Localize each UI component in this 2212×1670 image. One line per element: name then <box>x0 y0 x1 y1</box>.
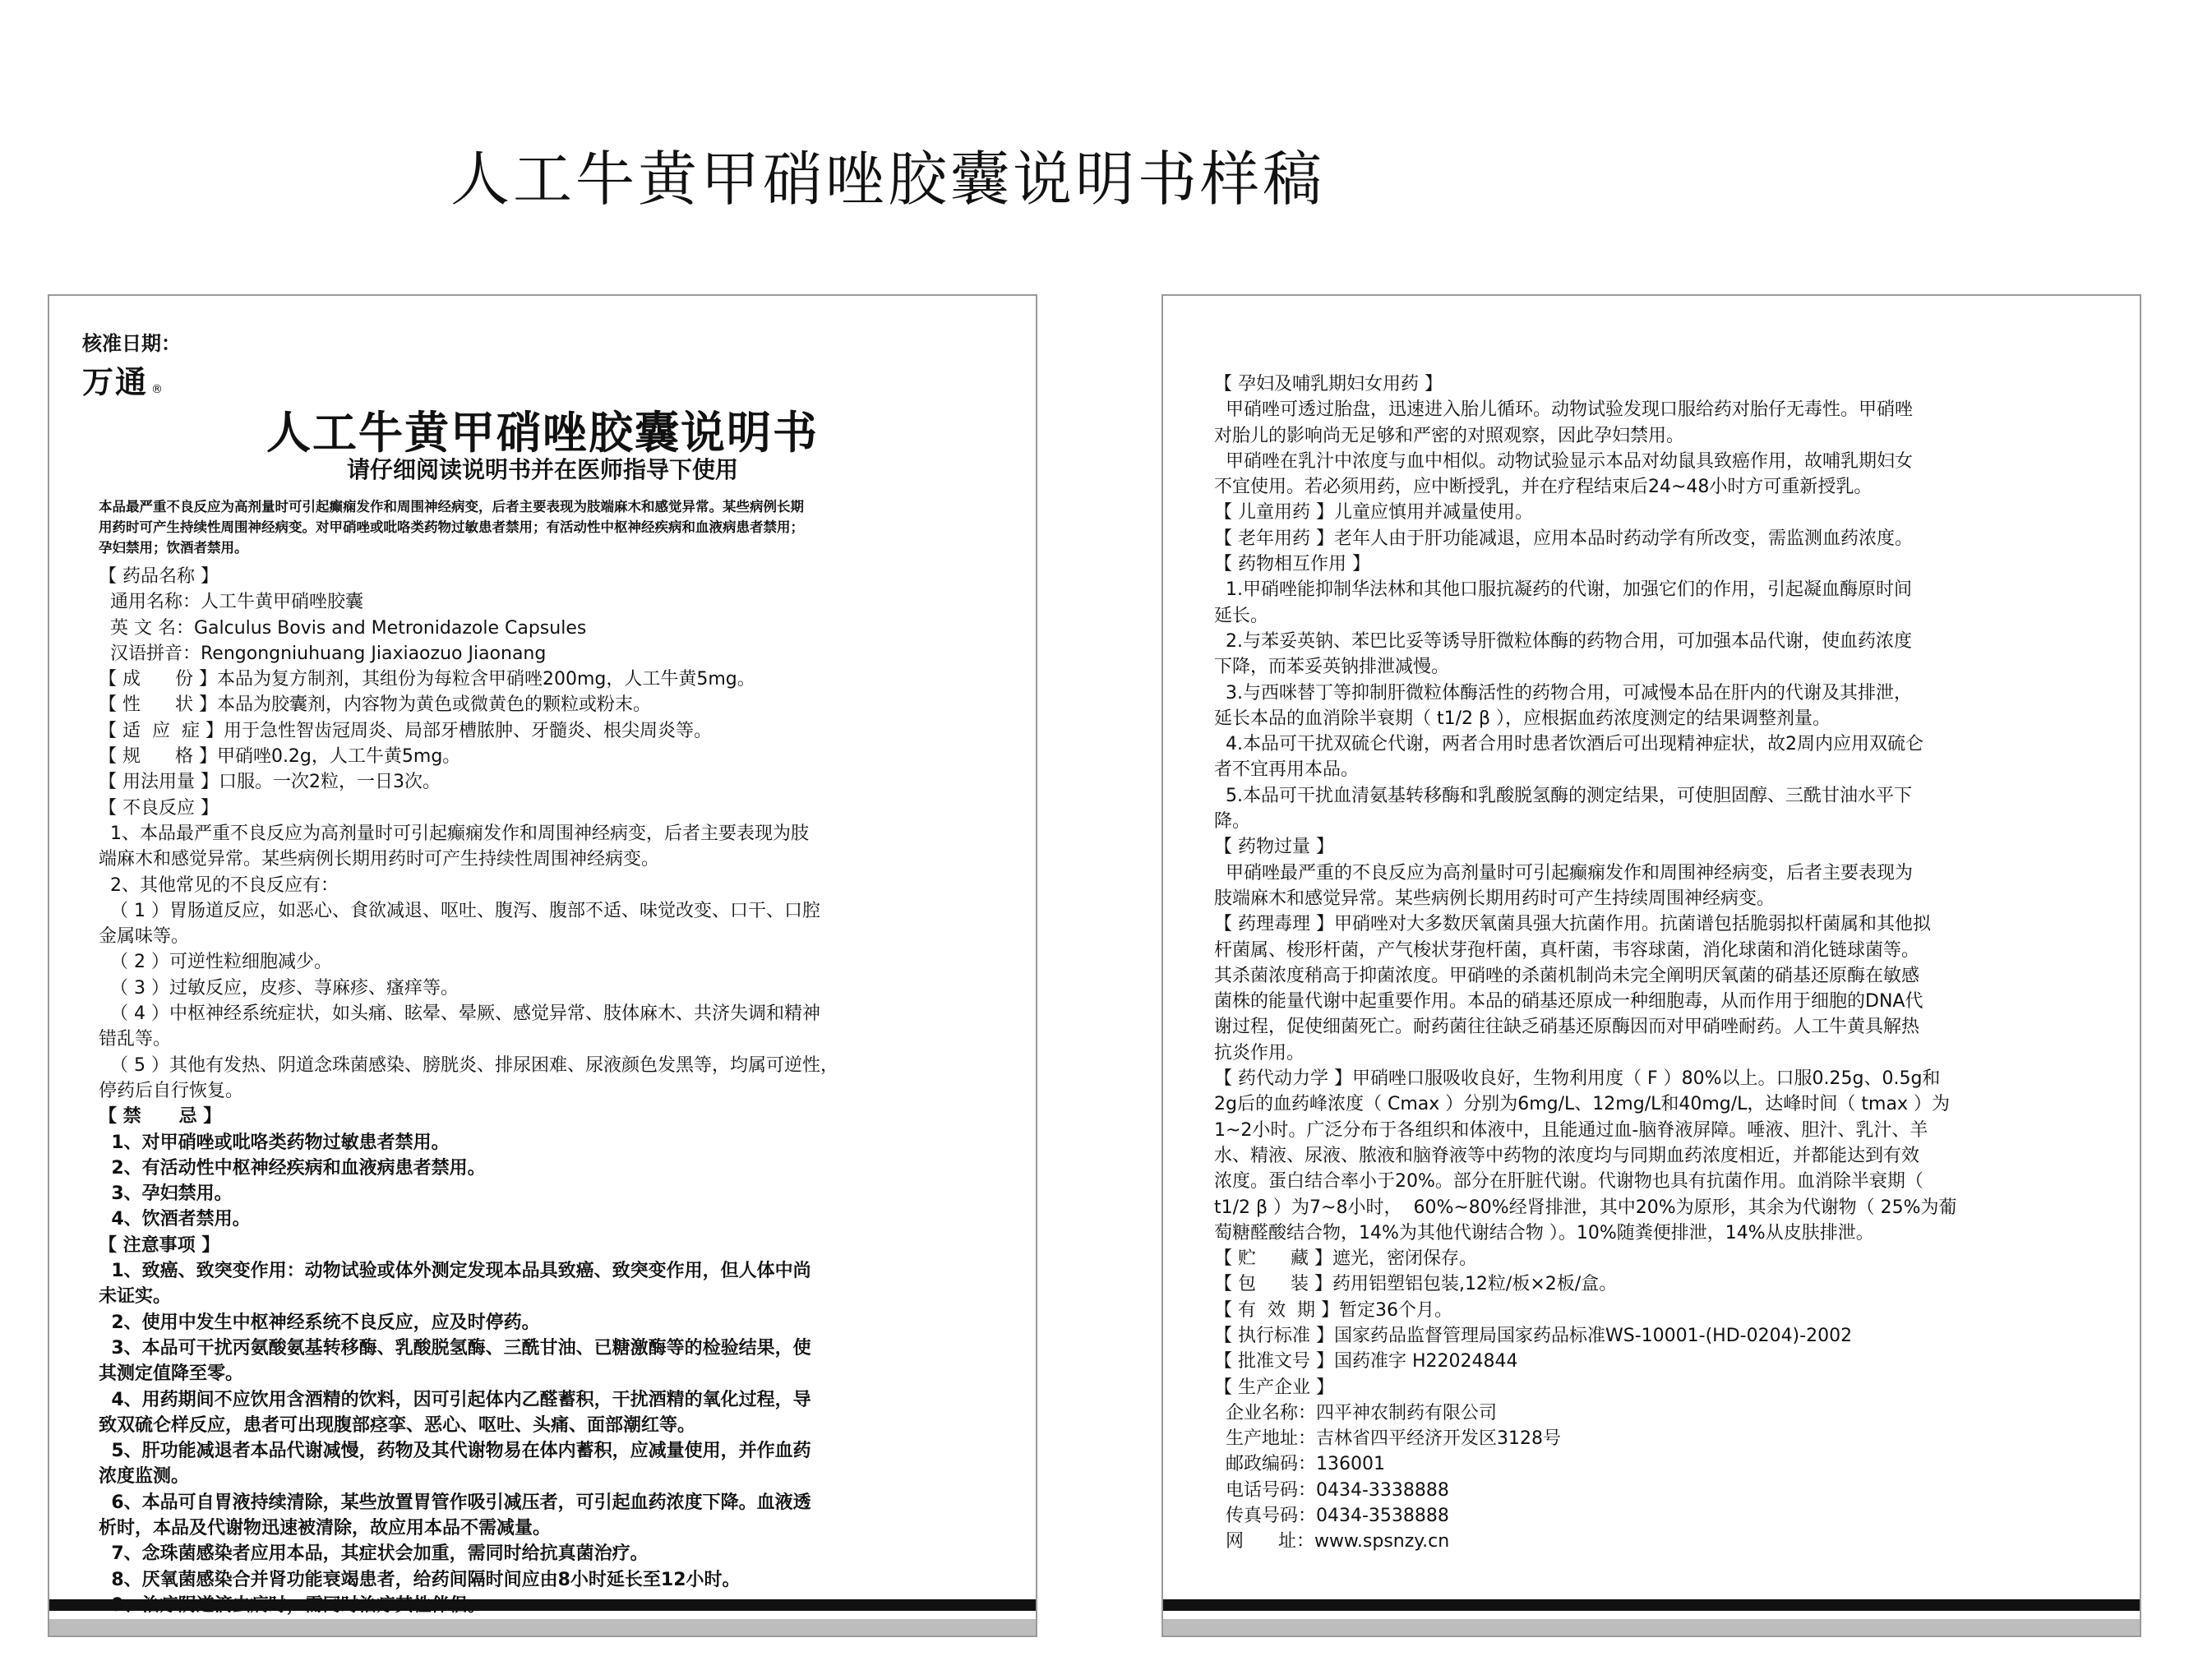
text-line: 析时，本品及代谢物迅速被清除，故应用本品不需减量。 <box>99 1517 552 1539</box>
text-line: 2g后的血药峰浓度（ Cmax ）分别为6mg/L、12mg/L和40mg/L，达峰时间（ tmax ）为 <box>1214 1094 1950 1115</box>
text-line: 杆菌属、梭形杆菌，产气梭状芽孢杆菌，真杆菌，韦容球菌，消化球菌和消化链球菌等。 <box>1214 939 1920 961</box>
text-line: 1、致癌、致突变作用：动物试验或体外测定发现本品具致癌、致突变作用，但人体中尚 <box>99 1261 811 1282</box>
text-line: 2、使用中发生中枢神经系统不良反应，应及时停药。 <box>99 1312 540 1333</box>
footer-bar-gray <box>1163 1619 2140 1635</box>
text-line: 降。 <box>1214 811 1251 833</box>
left-body-text <box>99 564 978 1637</box>
text-line: 4、用药期间不应饮用含酒精的饮料，因可引起体内乙醛蓄积，干扰酒精的氧化过程，导 <box>99 1389 811 1410</box>
text-line: t1/2 β ）为7~8小时， 60%~80%经肾排泄，其中20%为原形，其余为代谢物（ 25%为葡 <box>1214 1197 1957 1218</box>
text-line: 菌株的能量代谢中起重要作用。本品的硝基还原成一种细胞毒，从而作用于细胞的DNA代 <box>1214 991 1923 1013</box>
registered-mark: ® <box>151 383 165 396</box>
text-line: 【 批准文号 】国药准字 H22024844 <box>1214 1351 1518 1372</box>
text-line: （ 4 ）中枢神经系统症状，如头痛、眩晕、晕厥、感觉异常、肢体麻木、共济失调和精神 <box>99 1003 820 1025</box>
text-line: （ 2 ）可逆性粒细胞减少。 <box>99 952 332 973</box>
text-line: 肢端麻木和感觉异常。某些病例长期用药时可产生持续周围神经病变。 <box>1214 888 1776 909</box>
text-line: 甲硝唑最严重的不良反应为高剂量时可引起癫痫发作和周围神经病变，后者主要表现为 <box>1214 862 1913 883</box>
text-line: 延长本品的血消除半衰期（ t1/2 β ），应根据血药浓度测定的结果调整剂量。 <box>1214 708 1831 729</box>
text-line: 【 规 格 】甲硝唑0.2g，人工牛黄5mg。 <box>99 746 461 768</box>
document-subtitle: 请仔细阅读说明书并在医师指导下使用 <box>346 456 738 483</box>
text-line: 错乱等。 <box>99 1029 172 1050</box>
text-line: 谢过程，促使细菌死亡。耐药菌往往缺乏硝基还原酶因而对甲硝唑耐药。人工牛黄具解热 <box>1214 1017 1920 1038</box>
text-line: 致双硫仑样反应，患者可出现腹部痉挛、恶心、呕吐、头痛、面部潮红等。 <box>99 1414 696 1436</box>
text-line: 水、精液、尿液、脓液和脑脊液等中药物的浓度均与同期血药浓度相近，并都能达到有效 <box>1214 1145 1920 1166</box>
text-line: 8、厌氧菌感染合并肾功能衰竭患者，给药间隔时间应由8小时延长至12小时。 <box>99 1569 741 1590</box>
brand-logo <box>82 357 164 402</box>
text-line: 【 用法用量 】口服。一次2粒，一日3次。 <box>99 772 441 793</box>
text-line: 【 成 份 】本品为复方制剂，其组份为每粒含甲硝唑200mg，人工牛黄5mg。 <box>99 669 755 690</box>
text-line: 不宜使用。若必须用药，应中断授乳，并在疗程结束后24~48小时方可重新授乳。 <box>1214 477 1873 498</box>
text-line: 邮政编码：136001 <box>1214 1454 1385 1475</box>
text-line: （ 5 ）其他有发热、阴道念珠菌感染、膀胱炎、排尿困难、尿液颜色发黑等，均属可逆性， <box>99 1054 838 1076</box>
text-line: （ 3 ）过敏反应，皮疹、荨麻疹、瘙痒等。 <box>99 977 459 999</box>
footer-bars <box>1163 1598 2140 1635</box>
text-line: 【 儿童用药 】儿童应慎用并减量使用。 <box>1214 502 1533 524</box>
text-line: 通用名称：人工牛黄甲硝唑胶囊 <box>99 592 363 613</box>
text-line: 【 药物过量 】 <box>1214 837 1334 858</box>
text-line: 金属味等。 <box>99 926 190 948</box>
text-line: 停药后自行恢复。 <box>99 1080 244 1101</box>
text-line: 浓度。蛋白结合率小于20%。部分在肝脏代谢。代谢物也具有抗菌作用。血消除半衰期（ <box>1214 1171 1923 1193</box>
text-line: 【 贮 藏 】遮光，密闭保存。 <box>1214 1248 1477 1270</box>
footer-bars <box>49 1598 1036 1635</box>
text-line: 2、其他常见的不良反应有： <box>99 874 339 896</box>
text-line: 3、本品可干扰丙氨酸氨基转移酶、乳酸脱氢酶、三酰甘油、已糖激酶等的检验结果，使 <box>99 1337 811 1359</box>
text-line: 【 药物相互作用 】 <box>1214 554 1370 575</box>
insert-page-left <box>48 294 1037 1637</box>
text-line: 3.与西咪替丁等抑制肝微粒体酶活性的药物合用，可减慢本品在肝内的代谢及其排泄， <box>1214 682 1912 704</box>
footer-bar-gray <box>49 1619 1036 1635</box>
text-line: 2.与苯妥英钠、苯巴比妥等诱导肝微粒体酶的药物合用，可加强本品代谢，使血药浓度 <box>1214 630 1912 652</box>
insert-page-right <box>1161 294 2141 1637</box>
text-line: 企业名称：四平神农制药有限公司 <box>1214 1402 1497 1423</box>
text-line: 汉语拼音：Rengongniuhuang Jiaxiaozuo Jiaonang <box>99 643 547 664</box>
text-line: 浓度监测。 <box>99 1466 190 1488</box>
text-line: 延长。 <box>1214 605 1269 626</box>
text-line: 未证实。 <box>99 1286 172 1308</box>
text-line: 【 老年用药 】老年人由于肝功能减退，应用本品时药动学有所改变，需监测血药浓度。 <box>1214 528 1913 549</box>
approval-date: 核准日期： <box>82 332 181 355</box>
text-line: 甲硝唑可透过胎盘，迅速进入胎儿循环。动物试验发现口服给药对胎仔无毒性。甲硝唑 <box>1214 399 1913 421</box>
right-body-text <box>1214 371 2082 1555</box>
text-line: 1、本品最严重不良反应为高剂量时可引起癫痫发作和周围神经病变，后者主要表现为肢 <box>99 823 809 844</box>
text-line: 2、有活动性中枢神经疾病和血液病患者禁用。 <box>99 1157 486 1179</box>
text-line: 传真号码：0434-3538888 <box>1214 1506 1449 1527</box>
text-line: 下降，而苯妥英钠排泄减慢。 <box>1214 657 1450 678</box>
text-line: 【 适 应 症 】用于急性智齿冠周炎、局部牙槽脓肿、牙髓炎、根尖周炎等。 <box>99 720 712 741</box>
text-line: 7、念珠菌感染者应用本品，其症状会加重，需同时给抗真菌治疗。 <box>99 1543 649 1565</box>
warning-line: 本品最严重不良反应为高剂量时可引起癫痫发作和周围神经病变，后者主要表现为肢端麻木和感觉异常。某些病例长期 <box>99 499 804 514</box>
text-line: 【 注意事项 】 <box>99 1234 220 1256</box>
text-line: 英 文 名：Galculus Bovis and Metronidazole Capsules <box>99 617 587 639</box>
text-line: 【 性 状 】本品为胶囊剂，内容物为黄色或微黄色的颗粒或粉末。 <box>99 694 651 716</box>
text-line: 【 包 装 】药用铝塑铝包装,12粒/板×2板/盒。 <box>1214 1274 1618 1295</box>
text-line: 【 药品名称 】 <box>99 566 219 587</box>
brand-name: 万通 <box>82 364 149 400</box>
footer-bar-dark <box>1163 1599 2140 1611</box>
text-line: 【 执行标准 】国家药品监督管理局国家药品标准WS-10001-(HD-0204)-2002 <box>1214 1325 1853 1346</box>
text-line: 1.甲硝唑能抑制华法林和其他口服抗凝药的代谢，加强它们的作用，引起凝血酶原时间 <box>1214 579 1912 601</box>
text-line: 6、本品可自胃液持续清除，某些放置胃管作吸引减压者，可引起血药浓度下降。血液透 <box>99 1492 811 1513</box>
text-line: 甲硝唑在乳汁中浓度与血中相似。动物试验显示本品对幼鼠具致癌作用，故哺乳期妇女 <box>1214 450 1913 472</box>
warning-line: 孕妇禁用；饮酒者禁用。 <box>99 540 248 556</box>
text-line: 抗炎作用。 <box>1214 1042 1305 1063</box>
text-line: 1、对甲硝唑或吡咯类药物过敏患者禁用。 <box>99 1132 450 1153</box>
text-line: 【 禁 忌 】 <box>99 1106 222 1128</box>
text-line: 【 孕妇及哺乳期妇女用药 】 <box>1214 374 1443 394</box>
text-line: 【 不良反应 】 <box>99 797 219 819</box>
text-line: 者不宜再用本品。 <box>1214 759 1360 781</box>
text-line: 萄糖醛酸结合物，14%为其他代谢结合物 ）。10%随粪便排泄，14%从皮肤排泄。 <box>1214 1222 1874 1243</box>
text-line: 4、饮酒者禁用。 <box>99 1209 251 1230</box>
footer-bar-dark <box>49 1599 1036 1611</box>
document-title: 人工牛黄甲硝唑胶囊说明书 <box>266 406 819 459</box>
text-line: 【 有 效 期 】暂定36个月。 <box>1214 1299 1452 1321</box>
boxed-warning <box>99 496 978 558</box>
text-line: 【 药理毒理 】甲硝唑对大多数厌氧菌具强大抗菌作用。抗菌谱包括脆弱拟杆菌属和其他拟 <box>1214 914 1931 935</box>
text-line: 5、肝功能减退者本品代谢减慢，药物及其代谢物易在体内蓄积，应减量使用，并作血药 <box>99 1441 811 1462</box>
text-line: 生产地址：吉林省四平经济开发区3128号 <box>1214 1428 1561 1450</box>
text-line: （ 1 ）胃肠道反应，如恶心、食欲减退、呕吐、腹泻、腹部不适、味觉改变、口干、口腔 <box>99 900 820 921</box>
text-line: 4.本品可干扰双硫仑代谢，两者合用时患者饮酒后可出现精神症状，故2周内应用双硫仑 <box>1214 734 1923 755</box>
text-line: 电话号码：0434-3338888 <box>1214 1479 1449 1501</box>
page-title: 人工牛黄甲硝唑胶囊说明书样稿 <box>450 145 1326 214</box>
text-line: 5.本品可干扰血清氨基转移酶和乳酸脱氢酶的测定结果，可使胆固醇、三酰甘油水平下 <box>1214 785 1912 806</box>
text-line: 3、孕妇禁用。 <box>99 1183 233 1205</box>
text-line: 【 生产企业 】 <box>1214 1377 1334 1398</box>
text-line: 对胎儿的影响尚无足够和严密的对照观察，因此孕妇禁用。 <box>1214 425 1685 446</box>
text-line: 端麻木和感觉异常。某些病例长期用药时可产生持续性周围神经病变。 <box>99 849 660 870</box>
text-line: 网 址：www.spsnzy.cn <box>1214 1531 1450 1552</box>
text-line: 其测定值降至零。 <box>99 1363 244 1385</box>
text-line: 1~2小时。广泛分布于各组织和体液中，且能通过血-脑脊液屏障。唾液、胆汁、乳汁、羊 <box>1214 1119 1928 1141</box>
text-line: 【 药代动力学 】甲硝唑口服吸收良好，生物利用度（ F ）80%以上。口服0.25g、0.5g和 <box>1214 1068 1941 1090</box>
warning-line: 用药时可产生持续性周围神经病变。对甲硝唑或吡咯类药物过敏患者禁用；有活动性中枢神经疾病和血液病患者禁用； <box>99 519 804 535</box>
text-line: 其杀菌浓度稍高于抑菌浓度。甲硝唑的杀菌机制尚未完全阐明厌氧菌的硝基还原酶在敏感 <box>1214 965 1920 986</box>
